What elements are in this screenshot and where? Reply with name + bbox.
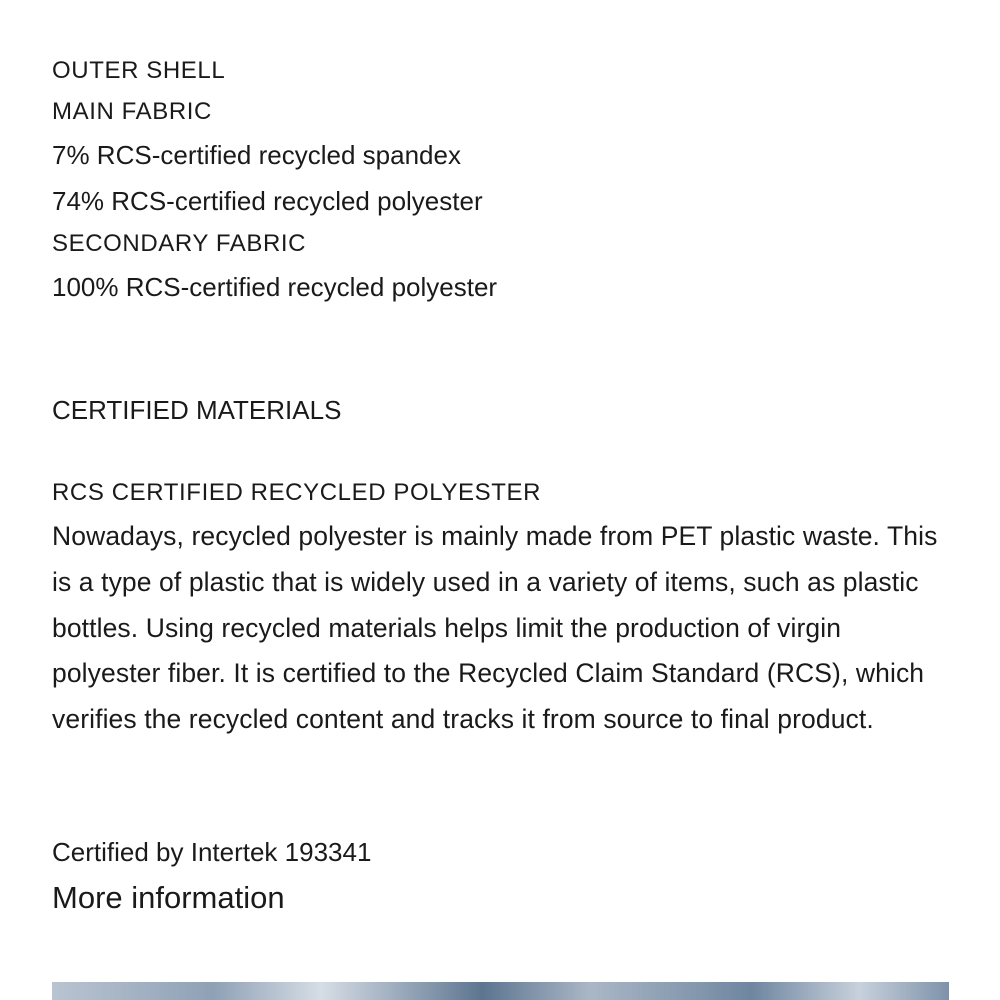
composition-item: 74% RCS-certified recycled polyester (52, 186, 483, 216)
outer-shell-heading: OUTER SHELL (52, 57, 226, 84)
composition-item: 7% RCS-certified recycled spandex (52, 140, 461, 170)
secondary-fabric-label: SECONDARY FABRIC (52, 230, 307, 257)
material-description: Nowadays, recycled polyester is mainly made from PET plastic waste. This is a type of plastic that is widely used in a variety of items, such as plastic bottles. Using recycled materials helps limit the production of virgin polyester fiber. It is certified to the Recycled Claim Standard (RCS), which verifies the recycled content and tracks it from source to final product. (52, 521, 938, 735)
composition-item: 100% RCS-certified recycled polyester (52, 272, 498, 302)
certified-materials-heading: CERTIFIED MATERIALS (52, 395, 342, 425)
more-information-link[interactable]: More information (52, 880, 285, 915)
material-title: RCS CERTIFIED RECYCLED POLYESTER (52, 479, 542, 506)
certifier-text: Certified by Intertek 193341 (52, 837, 372, 867)
main-fabric-label: MAIN FABRIC (52, 98, 212, 125)
product-image (52, 982, 949, 1000)
